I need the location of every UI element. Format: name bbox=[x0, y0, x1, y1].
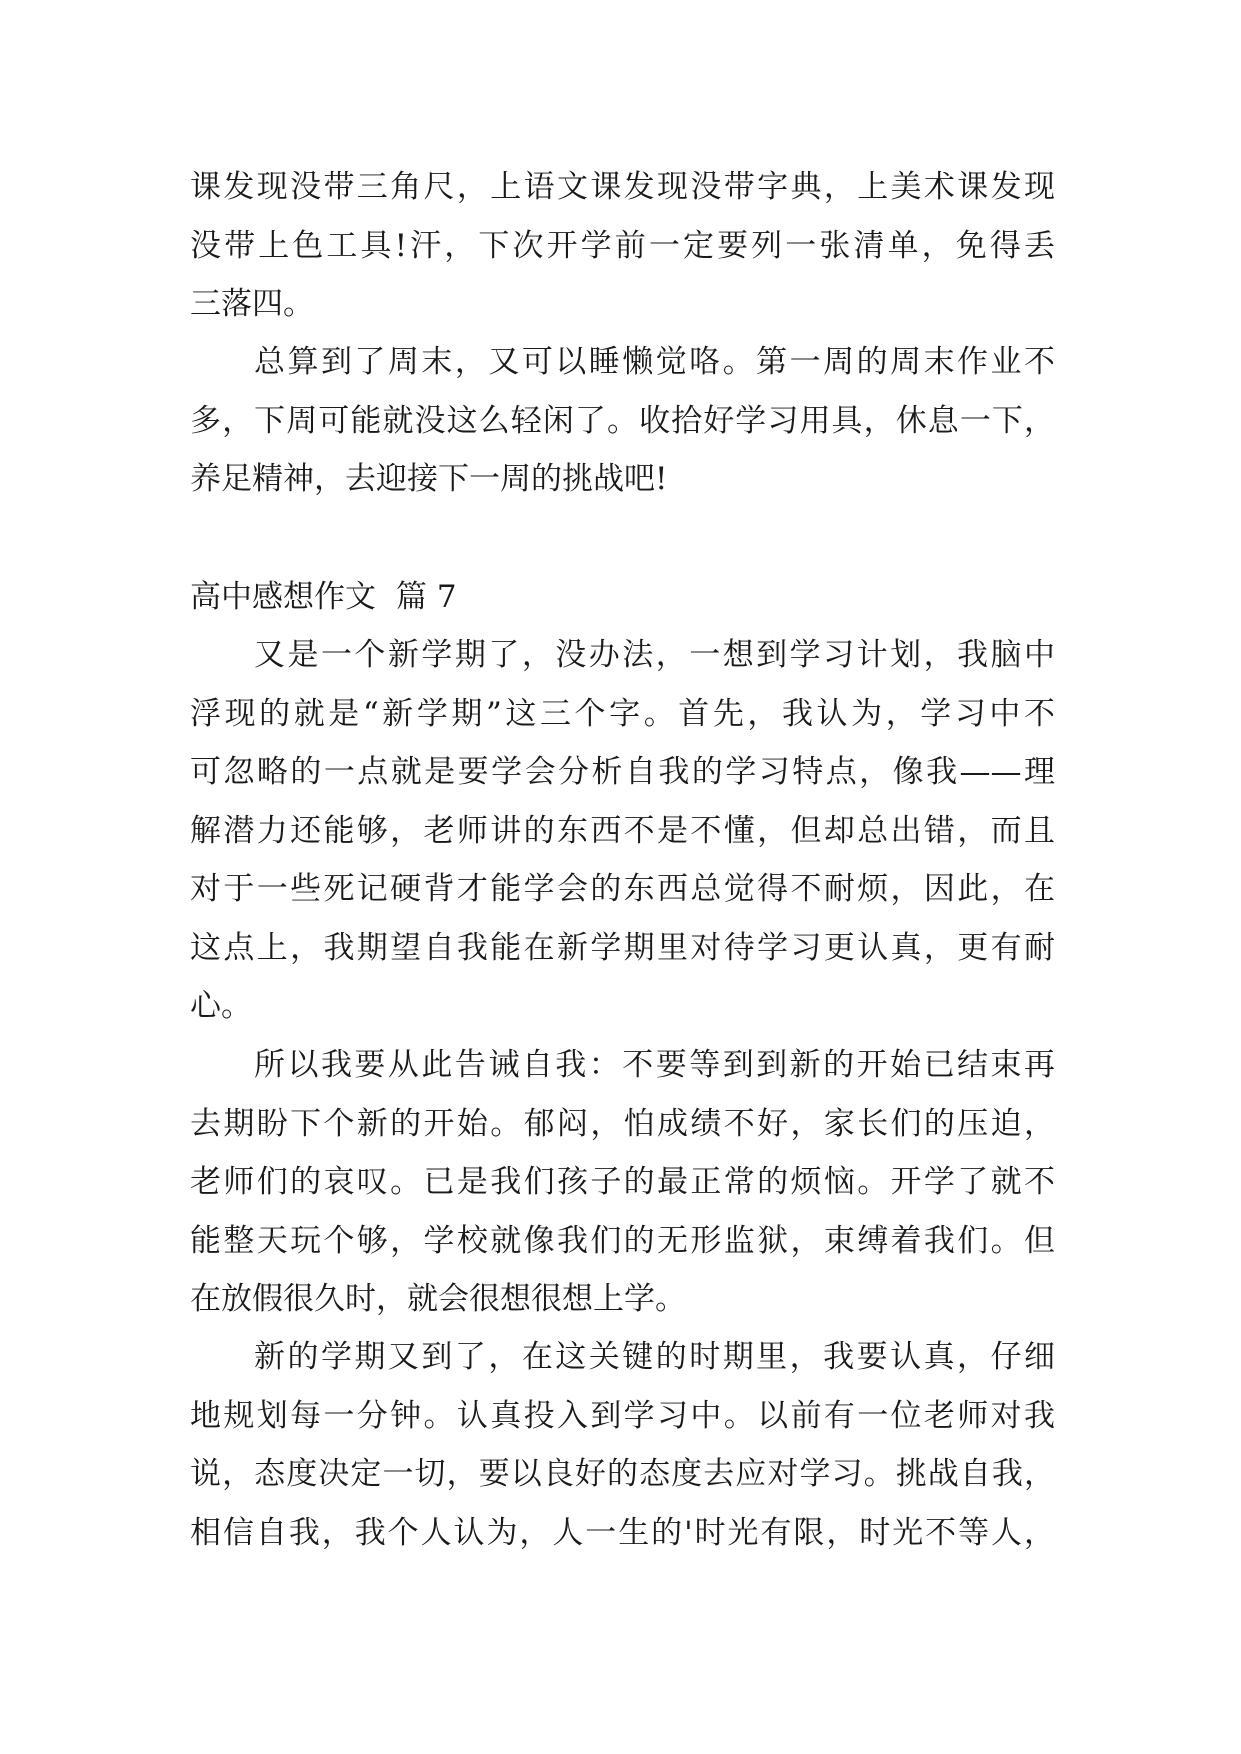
paragraph-self-warning bbox=[190, 1036, 1055, 1329]
paragraph-line: 可忽略的一点就是要学会分析自我的学习特点，像我——理 bbox=[190, 754, 1055, 790]
paragraph-continuation bbox=[190, 158, 1055, 334]
paragraph-line: 在放假很久时，就会很想很想上学。 bbox=[190, 1281, 686, 1317]
section-title: 高中感想作文 bbox=[190, 579, 376, 615]
paragraph-line: 所以我要从此告诫自我：不要等到到新的开始已结束再 bbox=[254, 1047, 1055, 1083]
paragraph-line: 地规划每一分钟。认真投入到学习中。以前有一位老师对我 bbox=[190, 1397, 1055, 1434]
paragraph-line: 相信自我，我个人认为，人一生的'时光有限，时光不等人， bbox=[190, 1514, 1055, 1551]
paragraph-line: 说，态度决定一切，要以良好的态度去应对学习。挑战自我， bbox=[190, 1456, 1055, 1492]
paragraph-line: 养足精神，去迎接下一周的挑战吧! bbox=[190, 461, 668, 497]
paragraph-line: 这点上，我期望自我能在新学期里对待学习更认真，更有耐 bbox=[190, 929, 1055, 966]
section-number: 篇 7 bbox=[396, 579, 457, 615]
paragraph-new-semester bbox=[190, 626, 1055, 1036]
paragraph-line: 新的学期又到了，在这关键的时期里，我要认真，仔细 bbox=[254, 1339, 1055, 1375]
paragraph-line: 课发现没带三角尺，上语文课发现没带字典，上美术课发现 bbox=[190, 169, 1055, 205]
paragraph-plan bbox=[190, 1328, 1055, 1562]
paragraph-line: 老师们的哀叹。已是我们孩子的最正常的烦恼。开学了就不 bbox=[190, 1164, 1055, 1200]
paragraph-line: 对于一些死记硬背才能学会的东西总觉得不耐烦，因此，在 bbox=[190, 871, 1055, 907]
paragraph-line: 心。 bbox=[190, 988, 252, 1024]
paragraph-line: 三落四。 bbox=[190, 286, 314, 322]
paragraph-line: 又是一个新学期了，没办法，一想到学习计划，我脑中 bbox=[254, 637, 1055, 673]
paragraph-line: 没带上色工具!汗，下次开学前一定要列一张清单，免得丢 bbox=[190, 227, 1055, 264]
paragraph-line: 总算到了周末，又可以睡懒觉咯。第一周的周末作业不 bbox=[254, 344, 1055, 380]
paragraph-weekend bbox=[190, 333, 1055, 509]
paragraph-line: 多，下周可能就没这么轻闲了。收拾好学习用具，休息一下， bbox=[190, 402, 1055, 439]
paragraph-line: 解潜力还能够，老师讲的东西不是不懂，但却总出错，而且 bbox=[190, 812, 1055, 849]
section-heading bbox=[190, 568, 457, 627]
paragraph-line: 能整天玩个够，学校就像我们的无形监狱，束缚着我们。但 bbox=[190, 1222, 1055, 1259]
paragraph-line: 去期盼下个新的开始。郁闷，怕成绩不好，家长们的压迫， bbox=[190, 1105, 1055, 1142]
paragraph-line: 浮现的就是“新学期”这三个字。首先，我认为，学习中不 bbox=[190, 695, 1055, 732]
